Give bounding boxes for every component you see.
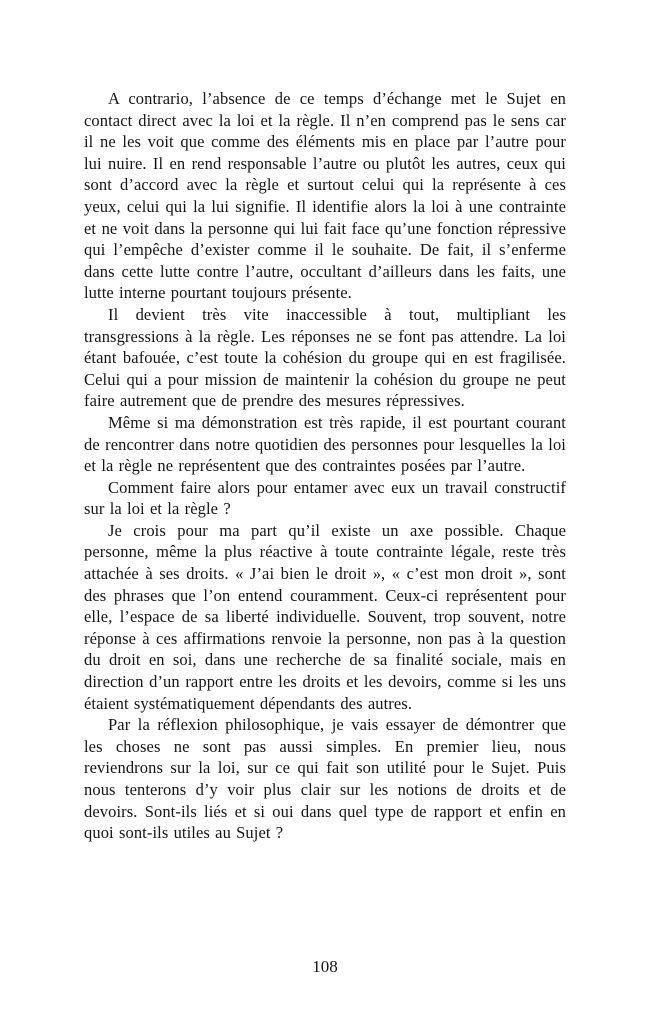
book-page-text-block bbox=[84, 88, 566, 844]
paragraph-6: Par la réflexion philosophique, je vais essayer de démontrer que les choses ne sont pas aussi simples. En premier lieu, nous reviendrons sur la loi, sur ce qui fait son utilité pour le Sujet. Puis nous tenterons d’y voir plus clair sur les notions de droits et de devoirs. Sont-ils liés et si oui dans quel type de rapport et enfin en quoi sont-ils utiles au Sujet ? bbox=[84, 715, 566, 843]
paragraph-4: Comment faire alors pour entamer avec eux un travail constructif sur la loi et la règle ? bbox=[84, 477, 566, 519]
paragraph-1: A contrario, l’absence de ce temps d’échange met le Sujet en contact direct avec la loi et la règle. Il n’en comprend pas le sens car il ne les voit que comme des éléments mis en place par l’autre pour lui nuire. Il en rend responsable l’autre ou plutôt les autres, ceux qui sont d’accord avec la règle et surtout celui qui la représente à ces yeux, celui qui la lui signifie. Il identifie alors la loi à une contrainte et ne voit dans la personne qui lui fait face qu’une fonction répressive qui l’empêche d’exister comme il le souhaite. De fait, il s’enferme dans cette lutte contre l’autre, occultant d’ailleurs dans les faits, une lutte interne pourtant toujours présente. bbox=[84, 89, 566, 303]
page-footer bbox=[0, 957, 650, 977]
paragraph-5: Je crois pour ma part qu’il existe un axe possible. Chaque personne, même la plus réactive à toute contrainte légale, reste très attachée à ses droits. « J’ai bien le droit », « c’est mon droit », sont des phrases que l’on entend couramment. Ceux-ci représentent pour elle, l’espace de sa liberté individuelle. Souvent, trop souvent, notre réponse à ces affirmations renvoie la personne, non pas à la question du droit en soi, dans une recherche de sa finalité sociale, mais en direction d’un rapport entre les droits et les devoirs, comme si les uns étaient systématiquement dépendants des autres. bbox=[84, 520, 566, 713]
paragraph-3: Même si ma démonstration est très rapide, il est pourtant courant de rencontrer dans notre quotidien des personnes pour lesquelles la loi et la règle ne représentent que des contraintes posées par l’autre. bbox=[84, 412, 566, 476]
paragraph-2: Il devient très vite inaccessible à tout, multipliant les transgressions à la règle. Les réponses ne se font pas attendre. La loi étant bafouée, c’est toute la cohésion du groupe qui en est fragilisée. Celui qui a pour mission de maintenir la cohésion du groupe ne peut faire autrement que de prendre des mesures répressives. bbox=[84, 304, 566, 411]
page-number: 108 bbox=[312, 957, 338, 976]
